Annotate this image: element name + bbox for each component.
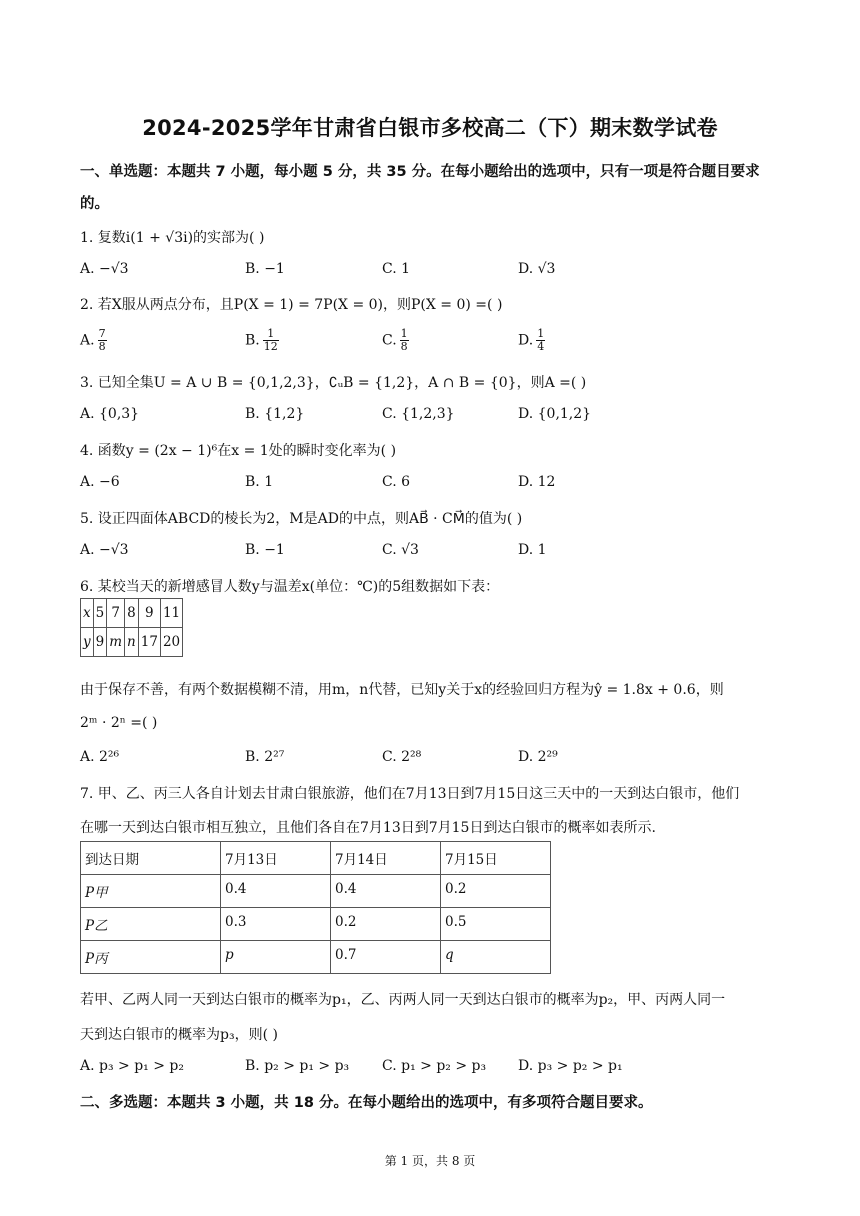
question-7-stem-1: 7. 甲、乙、丙三人各自计划去甘肃白银旅游，他们在7月13日到7月15日这三天中的一天到达白银市，他们 [80,786,740,802]
table-cell: 7月13日 [221,842,331,875]
page-title: 2024-2025学年甘肃省白银市多校高二（下）期末数学试卷 [142,116,718,140]
table-row [81,599,183,628]
q4-option-a: A. −6 [80,474,120,490]
table-row [81,941,551,974]
question-1-stem: 1. 复数i(1 + √3i)的实部为( ) [80,230,265,246]
table-row [81,875,551,908]
fraction: $\frac{1}{12}$ [263,327,278,353]
table-cell: 5 [93,599,107,628]
table-cell: 17 [138,628,160,657]
table-cell: y [81,628,94,657]
q5-option-d: D. 1 [518,542,547,558]
q3-option-d: D. {0,1,2} [518,406,592,422]
q6-option-b: B. 2²⁷ [245,749,285,765]
table-cell: 7月15日 [441,842,551,875]
table-cell: 11 [160,599,182,628]
question-3-stem: 3. 已知全集U = A ∪ B = {0,1,2,3}，∁ᵤB = {1,2}，A ∩ B = {0}，则A =( ) [80,375,587,391]
q2-option-c: C. $\frac{1}{8}$ [382,327,408,353]
page-footer: 第 1 页，共 8 页 [384,1154,476,1168]
table-cell: P乙 [81,908,221,941]
table-row [81,842,551,875]
table-cell: P丙 [81,941,221,974]
q1-option-d: D. √3 [518,261,556,277]
question-4-stem: 4. 函数y = (2x − 1)⁶在x = 1处的瞬时变化率为( ) [80,443,397,459]
q2-option-d: D. $\frac{1}{4}$ [518,327,545,353]
section-2-heading: 二、多选题：本题共 3 小题，共 18 分。在每小题给出的选项中，有多项符合题目要求。 [80,1095,653,1111]
q6-option-c: C. 2²⁸ [382,749,422,765]
q2-option-b: B. $\frac{1}{12}$ [245,327,278,353]
q4-option-b: B. 1 [245,474,274,490]
q3-option-b: B. {1,2} [245,406,305,422]
table-cell: 0.2 [331,908,441,941]
q2-option-a: A. $\frac{7}{8}$ [80,327,106,353]
q3-option-a: A. {0,3} [80,406,140,422]
q6-text-2: 2ᵐ · 2ⁿ =( ) [80,715,158,731]
table-cell: 0.4 [331,875,441,908]
q1-option-b: B. −1 [245,261,285,277]
q6-text-1: 由于保存不善，有两个数据模糊不清，用m，n代替，已知y关于x的经验回归方程为ŷ = 1.8x + 0.6，则 [80,682,724,698]
table-cell: 9 [138,599,160,628]
q7-option-c: C. p₁ > p₂ > p₃ [382,1058,487,1074]
table-cell: m [107,628,125,657]
table-cell: 7月14日 [331,842,441,875]
q6-option-a: A. 2²⁶ [80,749,120,765]
q4-option-d: D. 12 [518,474,556,490]
question-7-stem-2: 在哪一天到达白银市相互独立，且他们各自在7月13日到7月15日到达白银市的概率如表所示. [80,820,656,836]
q5-option-b: B. −1 [245,542,285,558]
q5-option-a: A. −√3 [80,542,129,558]
q1-option-c: C. 1 [382,261,411,277]
q3-option-c: C. {1,2,3} [382,406,455,422]
fraction: $\frac{1}{4}$ [537,327,545,353]
table-row [81,908,551,941]
q7-option-d: D. p₃ > p₂ > p₁ [518,1058,623,1074]
section-1-heading: 一、单选题：本题共 7 小题，每小题 5 分，共 35 分。在每小题给出的选项中，只有一项是符合题目要求 [80,164,760,180]
table-cell: 0.3 [221,908,331,941]
q7-text-1: 若甲、乙两人同一天到达白银市的概率为p₁，乙、丙两人同一天到达白银市的概率为p₂，甲、丙两人同一 [80,992,726,1008]
table-cell: x [81,599,94,628]
question-6-stem: 6. 某校当天的新增感冒人数y与温差x(单位：℃)的5组数据如下表： [80,579,500,595]
q4-option-c: C. 6 [382,474,411,490]
table-cell: 0.4 [221,875,331,908]
q5-option-c: C. √3 [382,542,419,558]
question-2-stem: 2. 若X服从两点分布，且P(X = 1) = 7P(X = 0)，则P(X = 0) =( ) [80,297,503,313]
q6-data-table [80,598,183,657]
table-cell: 0.7 [331,941,441,974]
q7-probability-table [80,841,551,974]
table-cell: P甲 [81,875,221,908]
table-cell: 0.2 [441,875,551,908]
fraction: $\frac{1}{8}$ [400,327,408,353]
table-cell: 9 [93,628,107,657]
table-cell: q [441,941,551,974]
section-1-heading-cont: 的。 [80,196,109,212]
table-cell: 7 [107,599,125,628]
question-5-stem: 5. 设正四面体ABCD的棱长为2，M是AD的中点，则AB⃗ · CM⃗的值为( ) [80,511,523,527]
q7-option-b: B. p₂ > p₁ > p₃ [245,1058,350,1074]
table-cell: 8 [125,599,139,628]
q7-option-a: A. p₃ > p₁ > p₂ [80,1058,184,1074]
table-cell: 0.5 [441,908,551,941]
table-cell: 20 [160,628,182,657]
table-cell: p [221,941,331,974]
q1-option-a: A. −√3 [80,261,129,277]
table-row [81,628,183,657]
table-cell: n [125,628,139,657]
q7-text-2: 天到达白银市的概率为p₃，则( ) [80,1027,278,1043]
table-cell: 到达日期 [81,842,221,875]
q6-option-d: D. 2²⁹ [518,749,558,765]
fraction: $\frac{7}{8}$ [98,327,106,353]
